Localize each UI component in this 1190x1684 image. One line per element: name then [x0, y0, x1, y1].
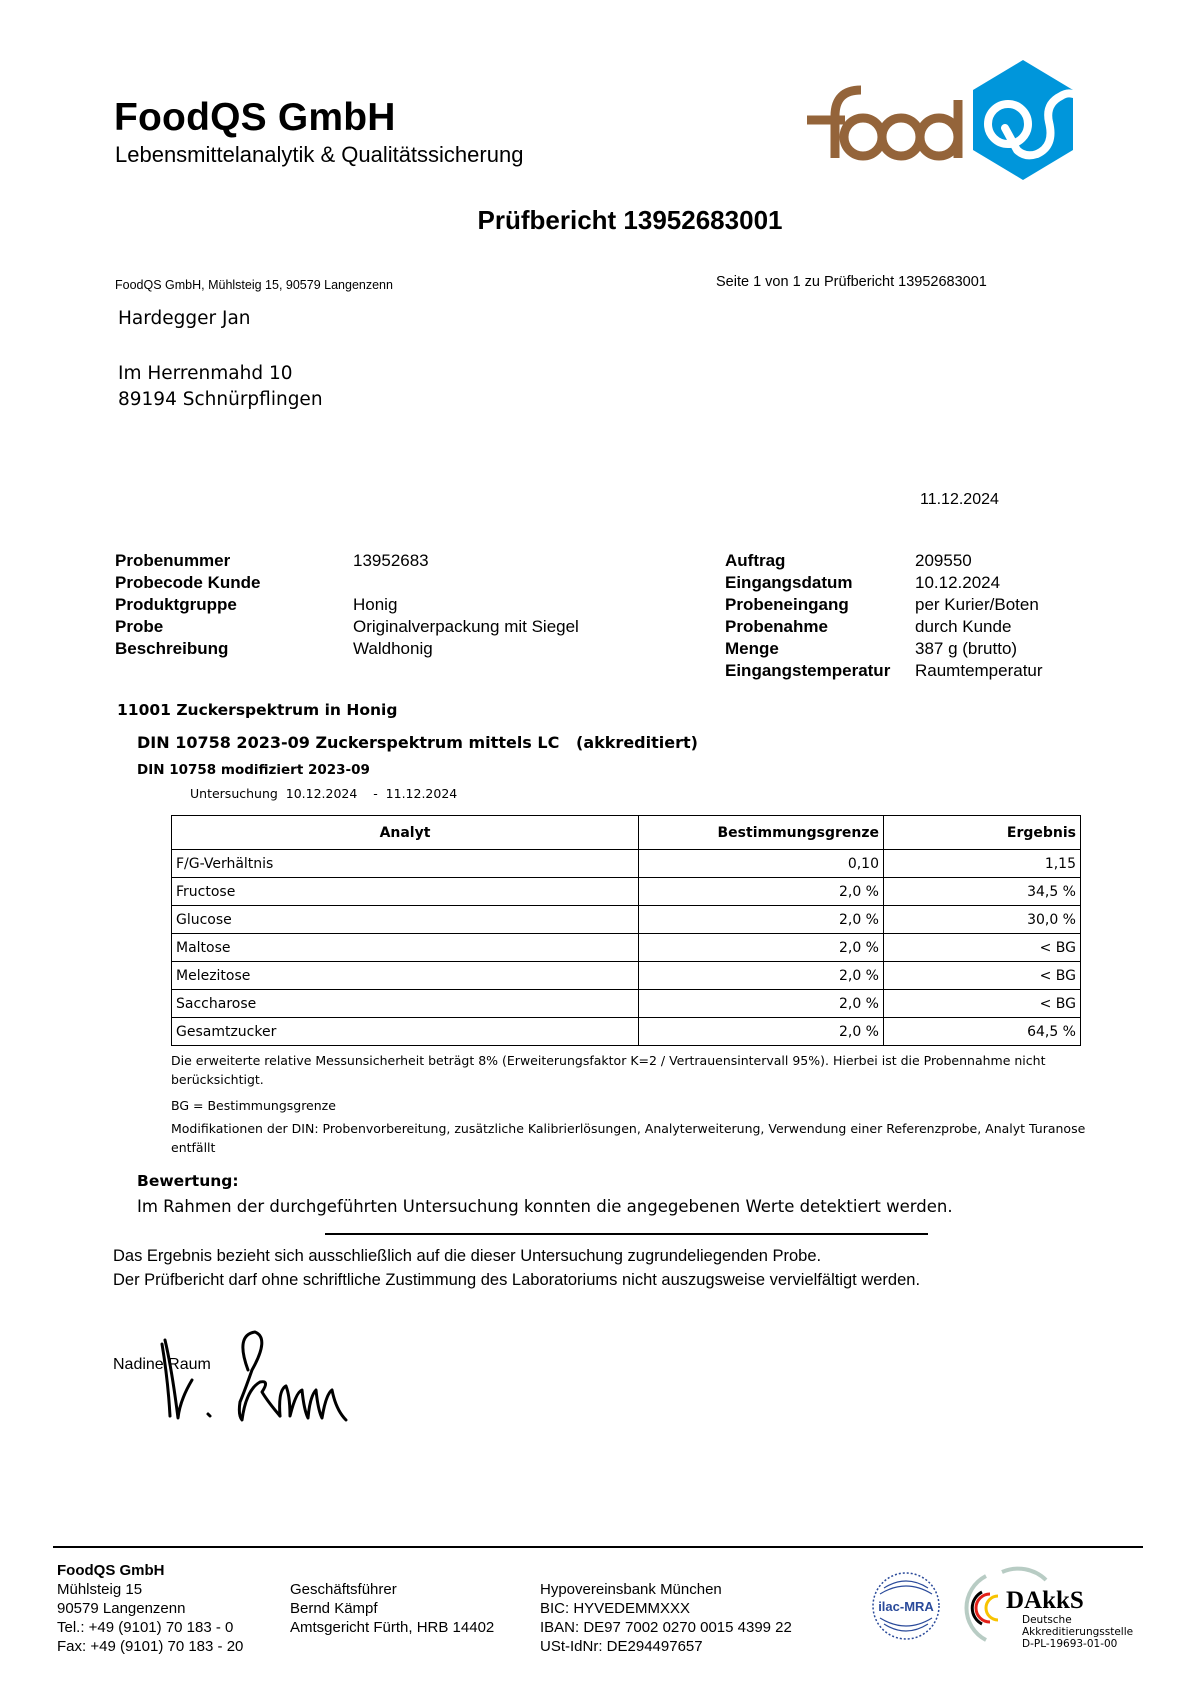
info-value: 13952683 — [353, 551, 429, 570]
foodqs-logo-icon — [805, 58, 1075, 183]
limit-cell: 2,0 % — [639, 906, 884, 934]
note-modifications: Modifikationen der DIN: Probenvorbereitung, zusätzliche Kalibrierlösungen, Analyterweiterung, Verwendung einer Referenzprobe, Analyt Turanose entfällt — [171, 1121, 1086, 1155]
sender-line: FoodQS GmbH, Mühlsteig 15, 90579 Langenzenn — [115, 278, 393, 292]
table-row — [172, 850, 1081, 878]
table-row — [172, 878, 1081, 906]
footer-address-street: Mühlsteig 15 — [57, 1581, 143, 1598]
info-row — [725, 638, 1043, 660]
result-cell: 1,15 — [884, 850, 1081, 878]
note-bg-definition: BG = Bestimmungsgrenze — [171, 1098, 336, 1113]
limit-cell: 0,10 — [639, 850, 884, 878]
info-row — [115, 638, 579, 660]
footer-bic: BIC: HYVEDEMMXXX — [540, 1600, 691, 1617]
info-value: Honig — [353, 595, 398, 614]
page-info: Seite 1 von 1 zu Prüfbericht 13952683001 — [716, 274, 987, 290]
analyte-cell: Glucose — [172, 906, 639, 934]
footer-company-contact — [57, 1561, 243, 1656]
table-row — [172, 934, 1081, 962]
footer-company-name: FoodQS GmbH — [57, 1562, 165, 1579]
limit-cell: 2,0 % — [639, 934, 884, 962]
signature — [150, 1330, 390, 1430]
info-row — [725, 616, 1043, 638]
info-value: durch Kunde — [915, 617, 1012, 636]
handwritten-signature-icon — [150, 1330, 390, 1430]
footer-bank — [540, 1580, 792, 1656]
analyte-cell: Gesamtzucker — [172, 1018, 639, 1046]
method-subtitle: DIN 10758 modifiziert 2023-09 — [137, 762, 370, 778]
info-row — [115, 594, 579, 616]
info-value: Raumtemperatur — [915, 661, 1043, 680]
footer-bank-name: Hypovereinsbank München — [540, 1581, 722, 1598]
info-label: Probeneingang — [725, 595, 849, 614]
result-cell: 64,5 % — [884, 1018, 1081, 1046]
column-header-result: Ergebnis — [884, 816, 1081, 850]
svg-text:ilac-MRA: ilac-MRA — [878, 1599, 934, 1614]
info-value: 10.12.2024 — [915, 573, 1001, 592]
assessment-text: Im Rahmen der durchgeführten Untersuchung konnten die angegebenen Werte detektiert werden. — [137, 1197, 953, 1216]
table-row — [172, 906, 1081, 934]
analyte-cell: Maltose — [172, 934, 639, 962]
results-table — [171, 815, 1081, 1046]
info-label: Probe — [115, 617, 164, 636]
limit-cell: 2,0 % — [639, 962, 884, 990]
method-title: DIN 10758 2023-09 Zuckerspektrum mittels LC (akkreditiert) — [137, 733, 698, 752]
recipient-city: 89194 Schnürpflingen — [118, 389, 323, 410]
footer-court-registry: Amtsgericht Fürth, HRB 14402 — [290, 1619, 495, 1636]
dakks-wordmark: DAkkS — [1006, 1587, 1084, 1614]
report-title: Prüfbericht 13952683001 — [477, 205, 783, 235]
column-header-limit: Bestimmungsgrenze — [639, 816, 884, 850]
recipient-street: Im Herrenmahd 10 — [118, 363, 293, 384]
footer-fax: Fax: +49 (9101) 70 183 - 20 — [57, 1638, 244, 1655]
result-cell: < BG — [884, 962, 1081, 990]
result-cell: 34,5 % — [884, 878, 1081, 906]
footer-address-city: 90579 Langenzenn — [57, 1600, 186, 1617]
ilac-mra-logo — [870, 1570, 942, 1642]
analyte-cell: Melezitose — [172, 962, 639, 990]
info-row — [725, 660, 1043, 682]
info-row — [115, 572, 579, 594]
footer-iban: IBAN: DE97 7002 0270 0015 4399 22 — [540, 1619, 792, 1636]
disclaimer-line-2: Der Prüfbericht darf ohne schriftliche Zustimmung des Laboratoriums nicht auszugsweise vervielfältigt werden. — [113, 1271, 921, 1289]
footer-management — [290, 1580, 494, 1637]
foodqs-logo — [805, 58, 1075, 183]
disclaimer-line-1: Das Ergebnis bezieht sich ausschließlich auf die dieser Untersuchung zugrundeliegenden Probe. — [113, 1247, 822, 1265]
info-row — [725, 594, 1043, 616]
info-value: Originalverpackung mit Siegel — [353, 617, 579, 636]
info-value: 387 g (brutto) — [915, 639, 1018, 658]
note-uncertainty: Die erweiterte relative Messunsicherheit beträgt 8% (Erweiterungsfaktor K=2 / Vertrauensintervall 95%). Hierbei ist die Probennahme nicht berücksichtigt. — [171, 1053, 1046, 1087]
info-label: Beschreibung — [115, 639, 229, 658]
analyte-cell: Fructose — [172, 878, 639, 906]
info-label: Menge — [725, 639, 779, 658]
company-name: FoodQS GmbH — [114, 96, 396, 139]
limit-cell: 2,0 % — [639, 1018, 884, 1046]
info-label: Probenummer — [115, 551, 231, 570]
info-row — [115, 616, 579, 638]
info-label: Auftrag — [725, 551, 786, 570]
info-row — [725, 550, 1043, 572]
dakks-caption — [1022, 1614, 1133, 1650]
info-label: Probenahme — [725, 617, 828, 636]
column-header-analyte: Analyt — [172, 816, 639, 850]
analyte-cell: Saccharose — [172, 990, 639, 1018]
result-cell: < BG — [884, 990, 1081, 1018]
limit-cell: 2,0 % — [639, 878, 884, 906]
info-value: per Kurier/Boten — [915, 595, 1039, 614]
info-row — [725, 572, 1043, 594]
signer-name: Nadine Raum — [113, 1356, 211, 1373]
info-label: Produktgruppe — [115, 595, 237, 614]
table-row — [172, 962, 1081, 990]
exam-period: Untersuchung 10.12.2024 - 11.12.2024 — [190, 786, 458, 801]
separator-line — [325, 1233, 928, 1235]
report-date: 11.12.2024 — [920, 491, 999, 508]
sample-info-left — [115, 550, 579, 660]
table-row — [172, 990, 1081, 1018]
table-row — [172, 1018, 1081, 1046]
recipient-name: Hardegger Jan — [118, 308, 251, 329]
section-title: 11001 Zuckerspektrum in Honig — [117, 701, 398, 719]
dakks-caption-line-1: Deutsche — [1022, 1614, 1072, 1626]
info-value: 209550 — [915, 551, 972, 570]
result-cell: 30,0 % — [884, 906, 1081, 934]
limit-cell: 2,0 % — [639, 990, 884, 1018]
ilac-mra-icon — [870, 1570, 942, 1642]
dakks-id: D-PL-19693-01-00 — [1022, 1638, 1118, 1650]
info-label: Eingangstemperatur — [725, 661, 891, 680]
company-tagline: Lebensmittelanalytik & Qualitätssicherung — [115, 142, 524, 167]
info-label: Probecode Kunde — [115, 573, 261, 592]
dakks-caption-line-2: Akkreditierungsstelle — [1022, 1626, 1134, 1638]
analyte-cell: F/G-Verhältnis — [172, 850, 639, 878]
result-cell: < BG — [884, 934, 1081, 962]
footer-rule — [53, 1546, 1143, 1548]
footer-mgmt-name: Bernd Kämpf — [290, 1600, 378, 1617]
footer-mgmt-label: Geschäftsführer — [290, 1581, 397, 1598]
footer-phone: Tel.: +49 (9101) 70 183 - 0 — [57, 1619, 234, 1636]
info-value: Waldhonig — [353, 639, 433, 658]
info-label: Eingangsdatum — [725, 573, 853, 592]
table-header-row — [172, 816, 1081, 850]
info-row — [115, 550, 579, 572]
sample-info-right — [725, 550, 1043, 682]
assessment-label: Bewertung: — [137, 1172, 239, 1190]
footer-vat-id: USt-IdNr: DE294497657 — [540, 1638, 703, 1655]
